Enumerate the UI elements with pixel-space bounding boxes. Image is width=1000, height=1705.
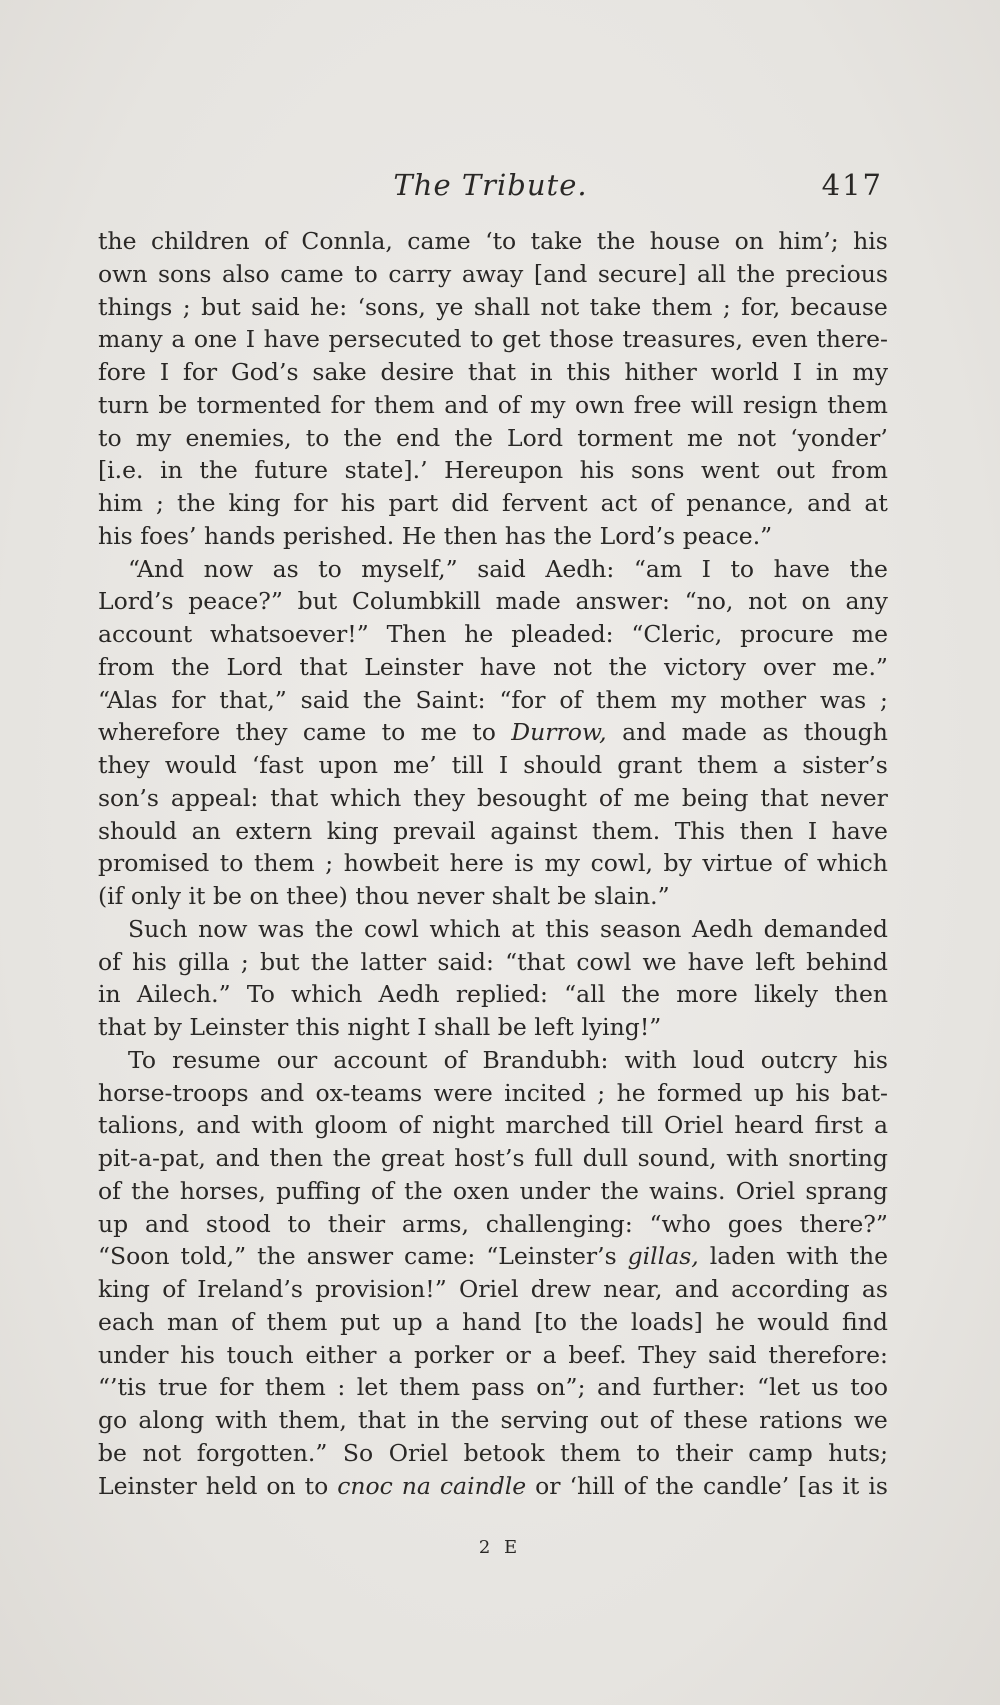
text-line: things ; but said he: ‘sons, ye shall not take them ; for, because (98, 292, 888, 321)
text-line: fore I for God’s sake desire that in this hither world I in my (98, 358, 888, 386)
text-line: horse-troops and ox-teams were incited ; he formed up his bat- (98, 1078, 888, 1107)
text-line: Leinster held on to cnoc na caindle or ‘hill of the candle’ [as it is (98, 1471, 888, 1500)
text-line: own sons also came to carry away [and secure] all the precious (98, 259, 888, 288)
text-line: his foes’ hands perished. He then has the Lord’s peace.” (98, 521, 773, 550)
text-line: each man of them put up a hand [to the loads] he would find (98, 1307, 888, 1336)
signature-mark: 2 E (478, 1537, 522, 1558)
text-line: “’tis true for them : let them pass on”; and further: “let us too (98, 1373, 888, 1402)
text-line: many a one I have persecuted to get those treasures, even there- (98, 325, 888, 354)
page-header (98, 168, 883, 212)
text-line: of his gilla ; but the latter said: “that cowl we have left behind (98, 947, 888, 976)
text-line: up and stood to their arms, challenging: “who goes there?” (98, 1209, 888, 1238)
text-line: turn be tormented for them and of my own free will resign them (98, 390, 888, 419)
text-line: son’s appeal: that which they besought of me being that never (98, 783, 888, 812)
text-line: in Ailech.” To which Aedh replied: “all the more likely then (98, 980, 888, 1009)
text-line: of the horses, puffing of the oxen under the wains. Oriel sprang (98, 1176, 888, 1205)
text-line: king of Ireland’s provision!” Oriel drew near, and according as (98, 1275, 888, 1303)
text-line: that by Leinster this night I shall be left lying!” (98, 1013, 662, 1041)
text-line: talions, and with gloom of night marched till Oriel heard first a (98, 1111, 888, 1140)
text-line: (if only it be on thee) thou never shalt be slain.” (98, 882, 670, 910)
text-line: from the Lord that Leinster have not the victory over me.” (98, 652, 888, 681)
text-line: “Soon told,” the answer came: “Leinster’s gillas, laden with the (98, 1242, 888, 1271)
text-line: should an extern king prevail against them. This then I have (98, 816, 888, 845)
text-line: account whatsoever!” Then he pleaded: “Cleric, procure me (98, 620, 888, 648)
text-line: [i.e. in the future state].’ Hereupon his sons went out from (98, 456, 888, 485)
text-line: to my enemies, to the end the Lord torment me not ‘yonder’ (98, 423, 888, 452)
text-line: wherefore they came to me to Durrow, and made as though (98, 718, 888, 747)
text-line: “Alas for that,” said the Saint: “for of them my mother was ; (98, 685, 888, 714)
text-line: be not forgotten.” So Oriel betook them to their camp huts; (98, 1438, 888, 1467)
text-line: To resume our account of Brandubh: with loud outcry his (128, 1045, 888, 1074)
text-line: pit-a-pat, and then the great host’s full dull sound, with snorting (98, 1144, 888, 1172)
text-line: they would ‘fast upon me’ till I should grant them a sister’s (98, 751, 888, 779)
text-line: Such now was the cowl which at this season Aedh demanded (128, 914, 888, 943)
page-number: 417 (821, 168, 883, 202)
body-text (98, 227, 888, 1504)
text-line: Lord’s peace?” but Columbkill made answer: “no, not on any (98, 587, 888, 616)
text-line: “And now as to myself,” said Aedh: “am I to have the (128, 554, 888, 583)
text-line: under his touch either a porker or a beef. They said therefore: (98, 1340, 888, 1369)
text-line: promised to them ; howbeit here is my cowl, by virtue of which (98, 849, 888, 878)
text-line: him ; the king for his part did fervent act of penance, and at (98, 489, 888, 517)
running-title: The Tribute. (393, 168, 588, 202)
text-line: go along with them, that in the serving out of these rations we (98, 1406, 888, 1434)
text-line: the children of Connla, came ‘to take the house on him’; his (98, 227, 888, 255)
